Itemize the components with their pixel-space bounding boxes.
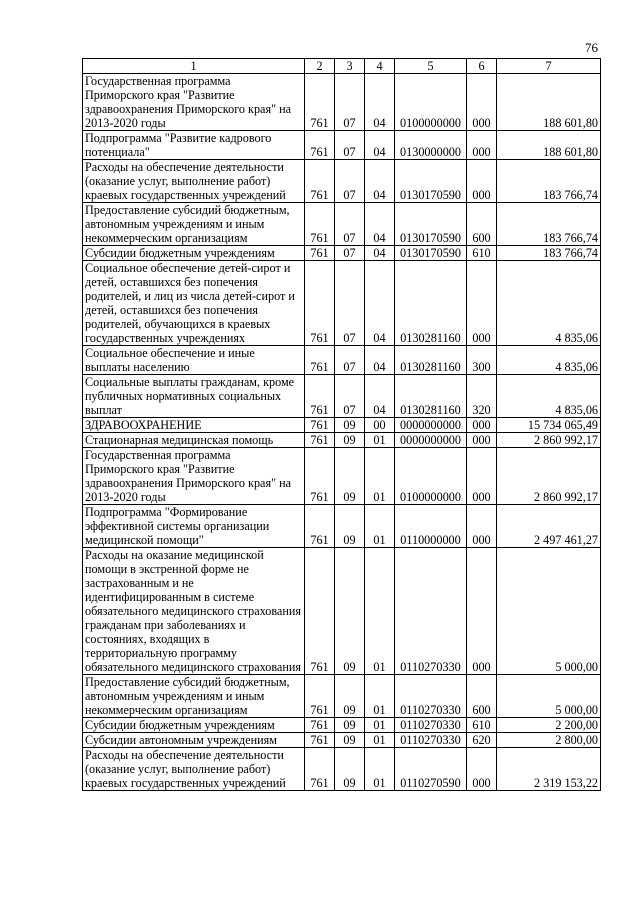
row-subsection-code: 01 bbox=[365, 718, 395, 733]
row-target-article-code: 0100000000 bbox=[395, 448, 467, 505]
row-target-article-code: 0130281160 bbox=[395, 261, 467, 346]
row-expense-type-code: 320 bbox=[467, 375, 497, 418]
row-section-code: 09 bbox=[335, 505, 365, 548]
row-expense-type-code: 610 bbox=[467, 246, 497, 261]
row-ministry-code: 761 bbox=[305, 733, 335, 748]
row-ministry-code: 761 bbox=[305, 418, 335, 433]
row-section-code: 07 bbox=[335, 346, 365, 375]
row-section-code: 09 bbox=[335, 733, 365, 748]
row-target-article-code: 0110270590 bbox=[395, 748, 467, 791]
table-row bbox=[83, 718, 601, 733]
row-target-article-code: 0130000000 bbox=[395, 131, 467, 160]
row-ministry-code: 761 bbox=[305, 548, 335, 675]
row-description: Расходы на оказание медицинской помощи в экстренной форме не застрахованным и не идентифицированным в системе обязательного медицинского страхования гражданам при заболеваниях и состояниях, входящих в территориальную программу обязательного медицинского страхования bbox=[83, 548, 305, 675]
row-description: Субсидии бюджетным учреждениям bbox=[83, 718, 305, 733]
row-expense-type-code: 000 bbox=[467, 131, 497, 160]
row-ministry-code: 761 bbox=[305, 246, 335, 261]
row-description: Социальные выплаты гражданам, кроме публичных нормативных социальных выплат bbox=[83, 375, 305, 418]
table-row bbox=[83, 433, 601, 448]
row-amount: 5 000,00 bbox=[497, 675, 601, 718]
row-expense-type-code: 000 bbox=[467, 748, 497, 791]
row-target-article-code: 0110270330 bbox=[395, 718, 467, 733]
column-header: 7 bbox=[497, 59, 601, 74]
row-target-article-code: 0000000000 bbox=[395, 418, 467, 433]
table-row bbox=[83, 246, 601, 261]
row-section-code: 07 bbox=[335, 74, 365, 131]
row-ministry-code: 761 bbox=[305, 131, 335, 160]
row-expense-type-code: 000 bbox=[467, 548, 497, 675]
row-expense-type-code: 600 bbox=[467, 675, 497, 718]
table-header-row bbox=[83, 59, 601, 74]
row-amount: 5 000,00 bbox=[497, 548, 601, 675]
table-row bbox=[83, 418, 601, 433]
row-description: Субсидии бюджетным учреждениям bbox=[83, 246, 305, 261]
row-amount: 183 766,74 bbox=[497, 203, 601, 246]
row-section-code: 07 bbox=[335, 160, 365, 203]
row-section-code: 09 bbox=[335, 548, 365, 675]
table-row bbox=[83, 505, 601, 548]
row-amount: 2 200,00 bbox=[497, 718, 601, 733]
row-ministry-code: 761 bbox=[305, 748, 335, 791]
row-subsection-code: 01 bbox=[365, 448, 395, 505]
row-description: Расходы на обеспечение деятельности (оказание услуг, выполнение работ) краевых государственных учреждений bbox=[83, 748, 305, 791]
row-subsection-code: 04 bbox=[365, 131, 395, 160]
row-target-article-code: 0110000000 bbox=[395, 505, 467, 548]
row-target-article-code: 0130281160 bbox=[395, 346, 467, 375]
row-section-code: 09 bbox=[335, 718, 365, 733]
row-expense-type-code: 000 bbox=[467, 74, 497, 131]
row-description: Расходы на обеспечение деятельности (оказание услуг, выполнение работ) краевых государственных учреждений bbox=[83, 160, 305, 203]
row-description: ЗДРАВООХРАНЕНИЕ bbox=[83, 418, 305, 433]
row-ministry-code: 761 bbox=[305, 675, 335, 718]
row-expense-type-code: 620 bbox=[467, 733, 497, 748]
row-expense-type-code: 000 bbox=[467, 160, 497, 203]
row-target-article-code: 0130281160 bbox=[395, 375, 467, 418]
row-subsection-code: 01 bbox=[365, 675, 395, 718]
row-target-article-code: 0110270330 bbox=[395, 675, 467, 718]
row-amount: 2 860 992,17 bbox=[497, 433, 601, 448]
row-ministry-code: 761 bbox=[305, 346, 335, 375]
row-amount: 2 497 461,27 bbox=[497, 505, 601, 548]
row-amount: 2 860 992,17 bbox=[497, 448, 601, 505]
row-subsection-code: 01 bbox=[365, 505, 395, 548]
row-ministry-code: 761 bbox=[305, 433, 335, 448]
row-subsection-code: 01 bbox=[365, 748, 395, 791]
row-target-article-code: 0000000000 bbox=[395, 433, 467, 448]
row-amount: 4 835,06 bbox=[497, 375, 601, 418]
row-section-code: 07 bbox=[335, 375, 365, 418]
row-ministry-code: 761 bbox=[305, 160, 335, 203]
row-subsection-code: 01 bbox=[365, 548, 395, 675]
row-subsection-code: 04 bbox=[365, 375, 395, 418]
row-section-code: 09 bbox=[335, 748, 365, 791]
row-description: Стационарная медицинская помощь bbox=[83, 433, 305, 448]
row-section-code: 07 bbox=[335, 131, 365, 160]
row-subsection-code: 01 bbox=[365, 433, 395, 448]
table-row bbox=[83, 733, 601, 748]
table-row bbox=[83, 346, 601, 375]
row-amount: 4 835,06 bbox=[497, 261, 601, 346]
row-subsection-code: 04 bbox=[365, 160, 395, 203]
row-expense-type-code: 610 bbox=[467, 718, 497, 733]
table-row bbox=[83, 131, 601, 160]
row-ministry-code: 761 bbox=[305, 74, 335, 131]
row-expense-type-code: 000 bbox=[467, 433, 497, 448]
row-subsection-code: 04 bbox=[365, 74, 395, 131]
row-amount: 188 601,80 bbox=[497, 131, 601, 160]
row-subsection-code: 04 bbox=[365, 261, 395, 346]
row-subsection-code: 01 bbox=[365, 733, 395, 748]
row-amount: 2 800,00 bbox=[497, 733, 601, 748]
row-description: Государственная программа Приморского края "Развитие здравоохранения Приморского края" на 2013-2020 годы bbox=[83, 74, 305, 131]
row-target-article-code: 0130170590 bbox=[395, 160, 467, 203]
column-header: 2 bbox=[305, 59, 335, 74]
row-ministry-code: 761 bbox=[305, 203, 335, 246]
row-description: Субсидии автономным учреждениям bbox=[83, 733, 305, 748]
row-amount: 183 766,74 bbox=[497, 246, 601, 261]
column-header: 4 bbox=[365, 59, 395, 74]
row-ministry-code: 761 bbox=[305, 375, 335, 418]
column-header: 3 bbox=[335, 59, 365, 74]
row-target-article-code: 0130170590 bbox=[395, 203, 467, 246]
row-section-code: 07 bbox=[335, 246, 365, 261]
column-header: 6 bbox=[467, 59, 497, 74]
row-target-article-code: 0110270330 bbox=[395, 548, 467, 675]
row-subsection-code: 04 bbox=[365, 346, 395, 375]
row-amount: 2 319 153,22 bbox=[497, 748, 601, 791]
row-amount: 188 601,80 bbox=[497, 74, 601, 131]
row-target-article-code: 0130170590 bbox=[395, 246, 467, 261]
row-section-code: 09 bbox=[335, 448, 365, 505]
row-description: Подпрограмма "Развитие кадрового потенциала" bbox=[83, 131, 305, 160]
row-section-code: 09 bbox=[335, 675, 365, 718]
row-expense-type-code: 600 bbox=[467, 203, 497, 246]
row-ministry-code: 761 bbox=[305, 505, 335, 548]
row-description: Государственная программа Приморского края "Развитие здравоохранения Приморского края" на 2013-2020 годы bbox=[83, 448, 305, 505]
table-row bbox=[83, 261, 601, 346]
row-section-code: 09 bbox=[335, 418, 365, 433]
table-row bbox=[83, 74, 601, 131]
budget-table bbox=[82, 58, 601, 791]
row-ministry-code: 761 bbox=[305, 261, 335, 346]
table-row bbox=[83, 748, 601, 791]
table-row bbox=[83, 675, 601, 718]
table-row bbox=[83, 548, 601, 675]
column-header: 1 bbox=[83, 59, 305, 74]
row-expense-type-code: 000 bbox=[467, 418, 497, 433]
row-description: Социальное обеспечение детей-сирот и детей, оставшихся без попечения родителей, и лиц из числа детей-сирот и детей, оставшихся без попечения родителей, обучающихся в краевых государственных учреждениях bbox=[83, 261, 305, 346]
row-description: Подпрограмма "Формирование эффективной системы организации медицинской помощи" bbox=[83, 505, 305, 548]
column-header: 5 bbox=[395, 59, 467, 74]
row-section-code: 09 bbox=[335, 433, 365, 448]
table-row bbox=[83, 375, 601, 418]
row-expense-type-code: 300 bbox=[467, 346, 497, 375]
row-target-article-code: 0110270330 bbox=[395, 733, 467, 748]
row-amount: 183 766,74 bbox=[497, 160, 601, 203]
table-row bbox=[83, 448, 601, 505]
table-body bbox=[83, 74, 601, 791]
table-row bbox=[83, 203, 601, 246]
row-subsection-code: 04 bbox=[365, 246, 395, 261]
row-ministry-code: 761 bbox=[305, 448, 335, 505]
row-subsection-code: 00 bbox=[365, 418, 395, 433]
table-row bbox=[83, 160, 601, 203]
row-ministry-code: 761 bbox=[305, 718, 335, 733]
row-amount: 15 734 065,49 bbox=[497, 418, 601, 433]
row-description: Предоставление субсидий бюджетным, автономным учреждениям и иным некоммерческим организациям bbox=[83, 675, 305, 718]
row-subsection-code: 04 bbox=[365, 203, 395, 246]
row-section-code: 07 bbox=[335, 203, 365, 246]
row-expense-type-code: 000 bbox=[467, 505, 497, 548]
row-target-article-code: 0100000000 bbox=[395, 74, 467, 131]
row-description: Предоставление субсидий бюджетным, автономным учреждениям и иным некоммерческим организациям bbox=[83, 203, 305, 246]
row-description: Социальное обеспечение и иные выплаты населению bbox=[83, 346, 305, 375]
row-expense-type-code: 000 bbox=[467, 448, 497, 505]
row-section-code: 07 bbox=[335, 261, 365, 346]
row-amount: 4 835,06 bbox=[497, 346, 601, 375]
page-number: 76 bbox=[585, 40, 598, 55]
row-expense-type-code: 000 bbox=[467, 261, 497, 346]
